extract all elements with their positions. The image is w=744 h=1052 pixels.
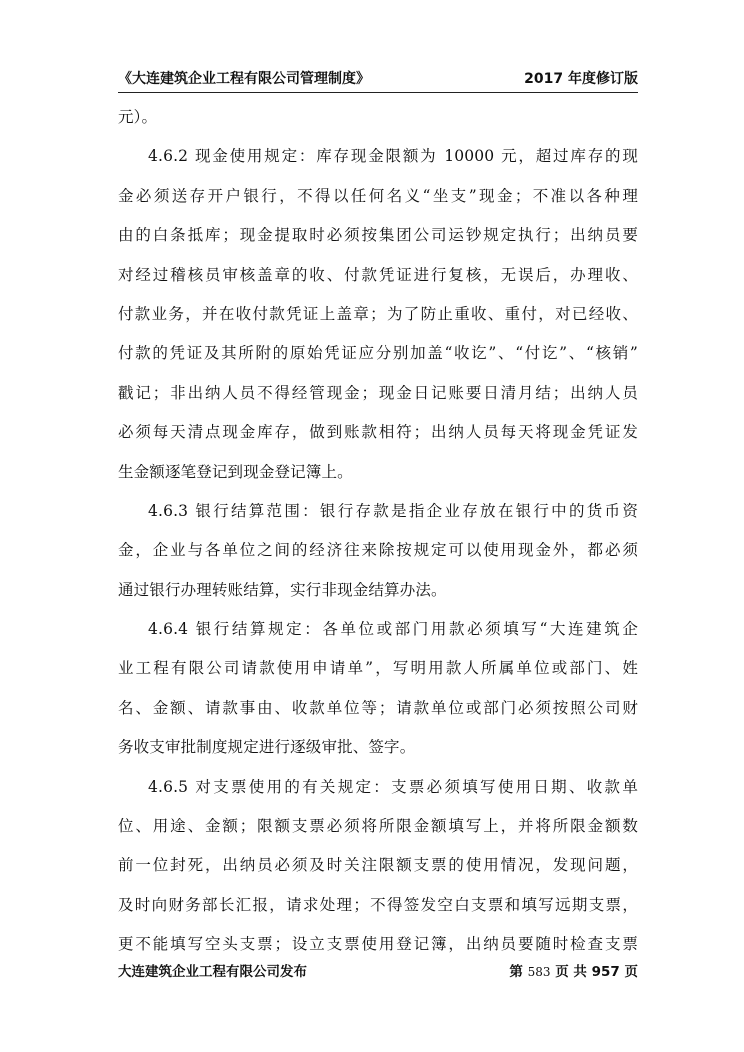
- page-current: 583: [527, 965, 551, 979]
- text-line: 4.6.3 银行结算范围：银行存款是指企业存放在银行中的货币资: [148, 501, 638, 520]
- page-middle: 页 共: [555, 964, 587, 980]
- text-line: 通过银行办理转账结算，实行非现金结算办法。: [118, 580, 447, 599]
- text-line: 元）。: [118, 108, 158, 126]
- text-line: 前一位封死，出纳员必须及时关注限额支票的使用情况，发现问题，: [118, 856, 638, 875]
- text-line: 名、金额、请款事由、收款单位等；请款单位或部门必须按照公司财: [118, 698, 638, 717]
- version-label: 2017 年度修订版: [524, 71, 638, 87]
- text-line: 由的白条抵库；现金提取时必须按集团公司运钞规定执行；出纳员要: [118, 226, 638, 245]
- page-total: 957: [591, 964, 620, 980]
- document-body: [118, 98, 638, 965]
- text-line: 金，企业与各单位之间的经济往来除按规定可以使用现金外，都必须: [118, 541, 638, 560]
- text-line: 更不能填写空头支票；设立支票使用登记簿，出纳员要随时检查支票: [118, 935, 638, 954]
- page-counter: [509, 960, 638, 980]
- text-line: 对经过稽核员审核盖章的收、付款凭证进行复核，无误后，办理收、: [118, 265, 638, 284]
- text-line: 4.6.2 现金使用规定：库存现金限额为 10000 元，超过库存的现: [148, 147, 638, 166]
- text-line: 付款业务，并在收付款凭证上盖章；为了防止重收、重付，对已经收、: [118, 304, 638, 323]
- page-footer: [118, 960, 638, 982]
- text-line: 务收支审批制度规定进行逐级审批、签字。: [118, 738, 416, 757]
- text-line: 及时向财务部长汇报，请求处理；不得签发空白支票和填写远期支票，: [118, 895, 638, 914]
- publisher-label: 大连建筑企业工程有限公司发布: [118, 964, 307, 980]
- text-line: 生金额逐笔登记到现金登记簿上。: [118, 462, 353, 481]
- text-line: 4.6.5 对支票使用的有关规定：支票必须填写使用日期、收款单: [148, 777, 638, 796]
- text-line: 戳记；非出纳人员不得经管现金；现金日记账要日清月结；出纳人员: [118, 383, 638, 402]
- text-line: 业工程有限公司请款使用申请单”，写明用款人所属单位或部门、姓: [118, 659, 638, 678]
- document-title: 《大连建筑企业工程有限公司管理制度》: [118, 71, 370, 87]
- text-line: 必须每天清点现金库存，做到账款相符；出纳人员每天将现金凭证发: [118, 423, 638, 442]
- page-suffix: 页: [624, 964, 638, 980]
- text-line: 金必须送存开户银行，不得以任何名义“坐支”现金；不准以各种理: [118, 186, 638, 205]
- text-line: 付款的凭证及其所附的原始凭证应分别加盖“收讫”、“付讫”、“核销”: [118, 344, 638, 363]
- page-header: [118, 66, 638, 93]
- page-prefix: 第: [509, 964, 523, 980]
- text-line: 4.6.4 银行结算规定：各单位或部门用款必须填写“大连建筑企: [148, 620, 638, 639]
- text-line: 位、用途、金额；限额支票必须将所限金额填写上，并将所限金额数: [118, 817, 638, 836]
